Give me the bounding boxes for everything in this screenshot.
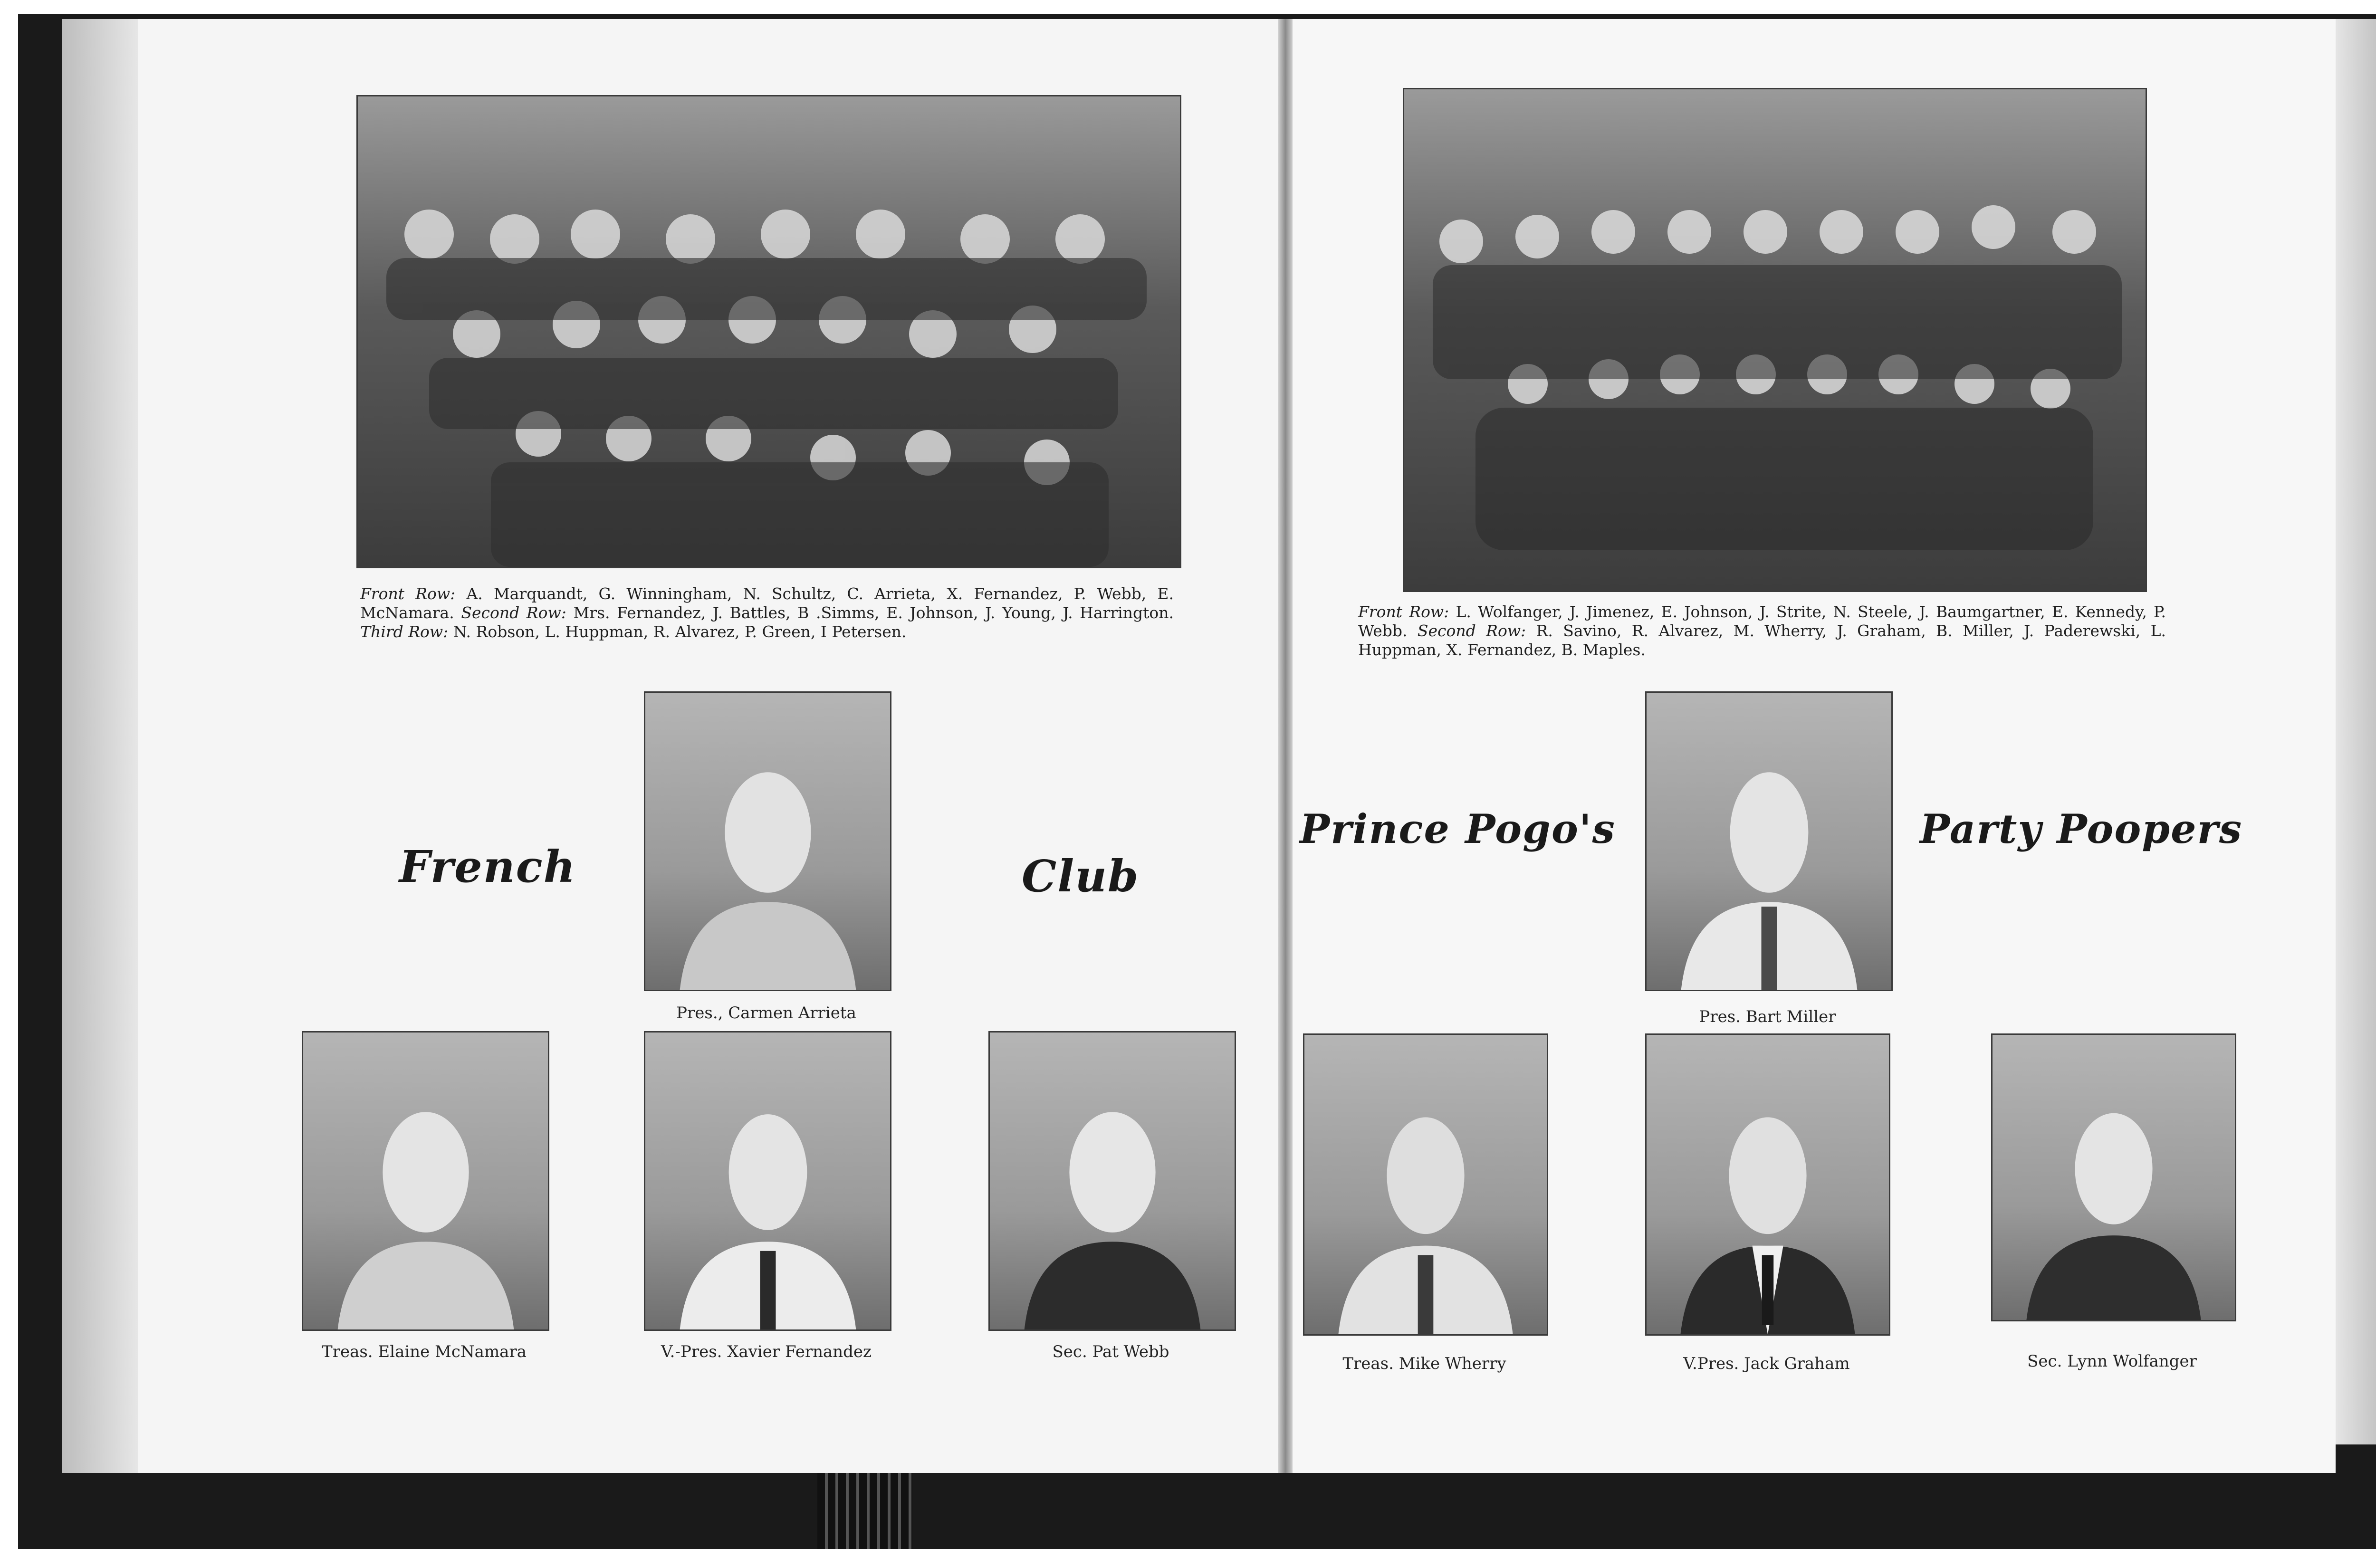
right-cover-edge <box>2336 19 2376 1444</box>
treasurer-portrait <box>1303 1033 1548 1336</box>
treasurer-name: Treas. Elaine McNamara <box>322 1342 527 1361</box>
french-title: French <box>399 841 576 892</box>
secretary-name: Sec. Pat Webb <box>1052 1342 1169 1361</box>
president-name: Pres., Carmen Arrieta <box>676 1004 856 1023</box>
spine-bottom <box>817 1473 912 1549</box>
french-club-group-photo <box>356 95 1181 568</box>
club-title: Club <box>1022 851 1140 902</box>
vice-president-portrait <box>644 1031 891 1331</box>
party-poopers-caption: Front Row: L. Wolfanger, J. Jimenez, E. Johnson, J. Strite, N. Steele, J. Baumgartner, E. Kennedy, P. Webb. Second Row: R. Savino, R. Alvarez, M. Wherry, J. Graham, B. Miller, J. Paderewski, L. Huppman, X. Fernandez, B. Maples. <box>1358 602 2166 659</box>
secretary-name: Sec. Lynn Wolfanger <box>2027 1352 2197 1371</box>
secretary-portrait <box>1991 1033 2236 1321</box>
treasurer-name: Treas. Mike Wherry <box>1342 1354 1506 1373</box>
prince-pogos-title: Prince Pogo's <box>1300 805 1616 852</box>
book-gutter <box>1278 19 1293 1473</box>
vice-president-name: V.Pres. Jack Graham <box>1683 1354 1850 1373</box>
party-poopers-title: Party Poopers <box>1920 805 2243 852</box>
vice-president-portrait <box>1645 1033 1890 1336</box>
treasurer-portrait <box>302 1031 549 1331</box>
vice-president-name: V.-Pres. Xavier Fernandez <box>661 1342 872 1361</box>
party-poopers-group-photo <box>1403 88 2147 592</box>
president-portrait <box>1645 691 1893 991</box>
french-club-caption: Front Row: A. Marquandt, G. Winningham, N. Schultz, C. Arrieta, X. Fernandez, P. Webb, E. McNamara. Second Row: Mrs. Fernandez, J. Battles, B .Simms, E. Johnson, J. Young, J. Harrington. Third Row: N. Robson, L. Huppman, R. Alvarez, P. Green, I Petersen. <box>360 584 1174 641</box>
left-cover-edge <box>62 19 138 1473</box>
president-name: Pres. Bart Miller <box>1699 1007 1836 1026</box>
secretary-portrait <box>988 1031 1236 1331</box>
president-portrait <box>644 691 891 991</box>
